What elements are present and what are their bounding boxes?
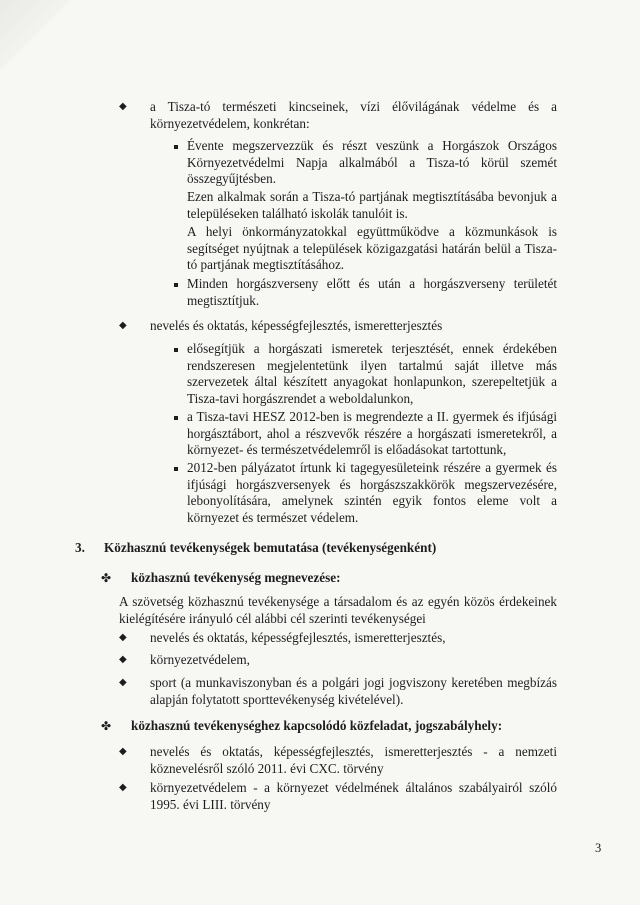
- square-bullet-icon: [174, 283, 178, 287]
- square-bullet-icon: [174, 145, 178, 149]
- diamond-bullet-icon: ◆: [119, 654, 127, 665]
- list-item: Minden horgászverseny előtt és után a horgászverseny területét megtisztítjuk.: [187, 276, 557, 308]
- section-number: 3.: [75, 540, 85, 555]
- diamond-bullet-icon: ◆: [119, 632, 127, 643]
- list-item: nevelés és oktatás, képességfejlesztés, ismeretterjesztés - a nemzeti köznevelésről szóló 2011. évi CXC. törvény: [150, 744, 557, 776]
- paragraph: A helyi önkormányzatokkal együttműködve a közmunkások is segítséget nyújtnak a települések közigazgatási határán belül a Tisza-tó partjának megtisztításához.: [187, 224, 557, 272]
- section-title: Közhasznú tevékenységek bemutatása (tevékenységenként): [104, 540, 437, 555]
- intro-bullet-text: a Tisza-tó természeti kincseinek, vízi élővilágának védelme és a környezetvédelem, konkrétan:: [150, 99, 557, 131]
- list-item: környezetvédelem,: [150, 652, 250, 667]
- subsection-heading: közhasznú tevékenységhez kapcsolódó közfeladat, jogszabályhely:: [131, 718, 503, 733]
- page-number: 3: [595, 841, 602, 855]
- list-item: környezetvédelem - a környezet védelmének általános szabályairól szóló 1995. évi LIII. törvény: [150, 780, 557, 812]
- subsection-heading: közhasznú tevékenység megnevezése:: [131, 570, 341, 585]
- list-item: 2012-ben pályázatot írtunk ki tagegyesületeink részére a gyermek és ifjúsági horgászversenyek és horgászszakkörök megszervezésére, lebonyolítására, amelynek szintén egyik fontos eleme volt a környezet és természet védelem.: [187, 460, 557, 525]
- list-item: a Tisza-tavi HESZ 2012-ben is megrendezte a II. gyermek és ifjúsági horgásztábort, ahol a részvevők részére a horgászati ismeretekről, a környezet- és természetvédelemről is előadásokat tartottunk,: [187, 409, 557, 457]
- diamond-bullet-icon: ◆: [119, 677, 127, 688]
- square-bullet-icon: [174, 467, 178, 471]
- square-bullet-icon: [174, 416, 178, 420]
- folded-corner: [0, 0, 70, 70]
- bullet-text: nevelés és oktatás, képességfejlesztés, ismeretterjesztés: [150, 318, 443, 333]
- diamond-bullet-icon: ◆: [119, 746, 127, 757]
- list-item: sport (a munkaviszonyban és a polgári jogi jogviszony keretében megbízás alapján folytatott sporttevékenység kivételével).: [150, 675, 557, 707]
- diamond-bullet-icon: ◆: [119, 782, 127, 793]
- subsection-intro: A szövetség közhasznú tevékenysége a társadalom és az egyén közös érdekeinek kielégítésére irányuló cél alábbi cél szerinti tevékenységei: [119, 594, 557, 626]
- list-item: elősegítjük a horgászati ismeretek terjesztését, ennek érdekében rendszeresen megjelentetünk ilyen tartalmú saját illetve más szervezetek által készített anyagokat honlapunkon, szerepeltetjük a Tisza-tavi horgászrendet a weboldalunkon,: [187, 341, 557, 406]
- four-star-bullet-icon: ✤: [101, 719, 112, 733]
- diamond-bullet-icon: ◆: [119, 320, 127, 331]
- four-star-bullet-icon: ✤: [101, 571, 112, 585]
- list-item: nevelés és oktatás, képességfejlesztés, ismeretterjesztés,: [150, 630, 446, 645]
- square-bullet-icon: [174, 348, 178, 352]
- diamond-bullet-icon: ◆: [119, 101, 127, 112]
- paragraph: Ezen alkalmak során a Tisza-tó partjának megtisztításába bevonjuk a településeken található iskolák tanulóit is.: [187, 189, 557, 221]
- list-item: Évente megszervezzük és részt veszünk a Horgászok Országos Környezetvédelmi Napja alkalmából a Tisza-tó körül szemét összegyűjtésben.: [187, 138, 557, 186]
